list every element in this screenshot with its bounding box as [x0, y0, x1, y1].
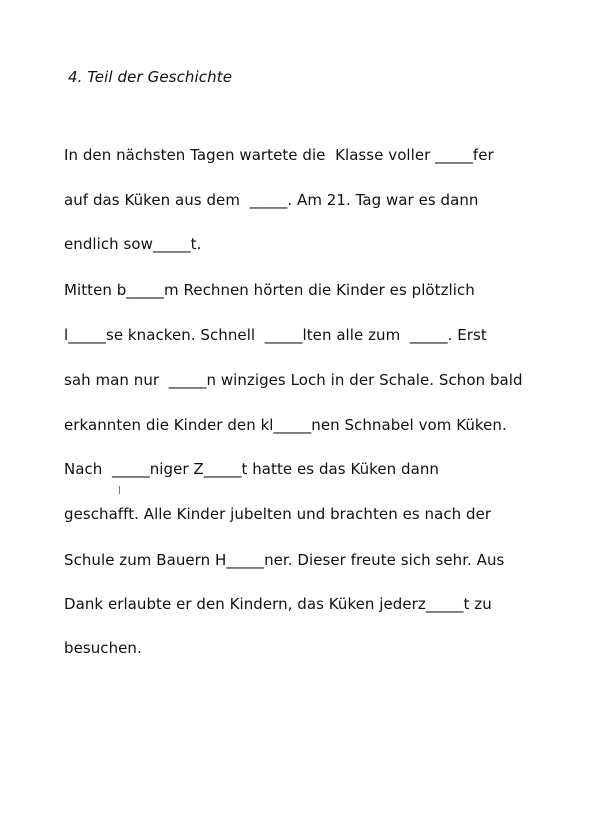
text-line-3: endlich sow_____t. [64, 235, 202, 253]
text-line-7: erkannten die Kinder den kl_____nen Schnabel vom Küken. [64, 416, 507, 434]
text-line-5: l_____se knacken. Schnell _____lten alle zum _____. Erst [64, 326, 487, 344]
text-line-8: Nach _____niger Z_____t hatte es das Küken dann [64, 460, 439, 478]
scan-speck [119, 486, 120, 494]
text-line-9: geschafft. Alle Kinder jubelten und brachten es nach der [64, 505, 492, 523]
text-line-12: besuchen. [64, 639, 142, 657]
text-line-2: auf das Küken aus dem _____. Am 21. Tag war es dann [64, 191, 479, 209]
text-line-1: In den nächsten Tagen wartete die Klasse voller _____fer [64, 146, 494, 164]
worksheet-title: 4. Teil der Geschichte [68, 68, 233, 86]
text-line-10: Schule zum Bauern H_____ner. Dieser freute sich sehr. Aus [64, 551, 505, 569]
text-line-4: Mitten b_____m Rechnen hörten die Kinder es plötzlich [64, 281, 475, 299]
text-line-6: sah man nur _____n winziges Loch in der Schale. Schon bald [64, 371, 523, 389]
text-line-11: Dank erlaubte er den Kindern, das Küken jederz_____t zu [64, 595, 492, 613]
